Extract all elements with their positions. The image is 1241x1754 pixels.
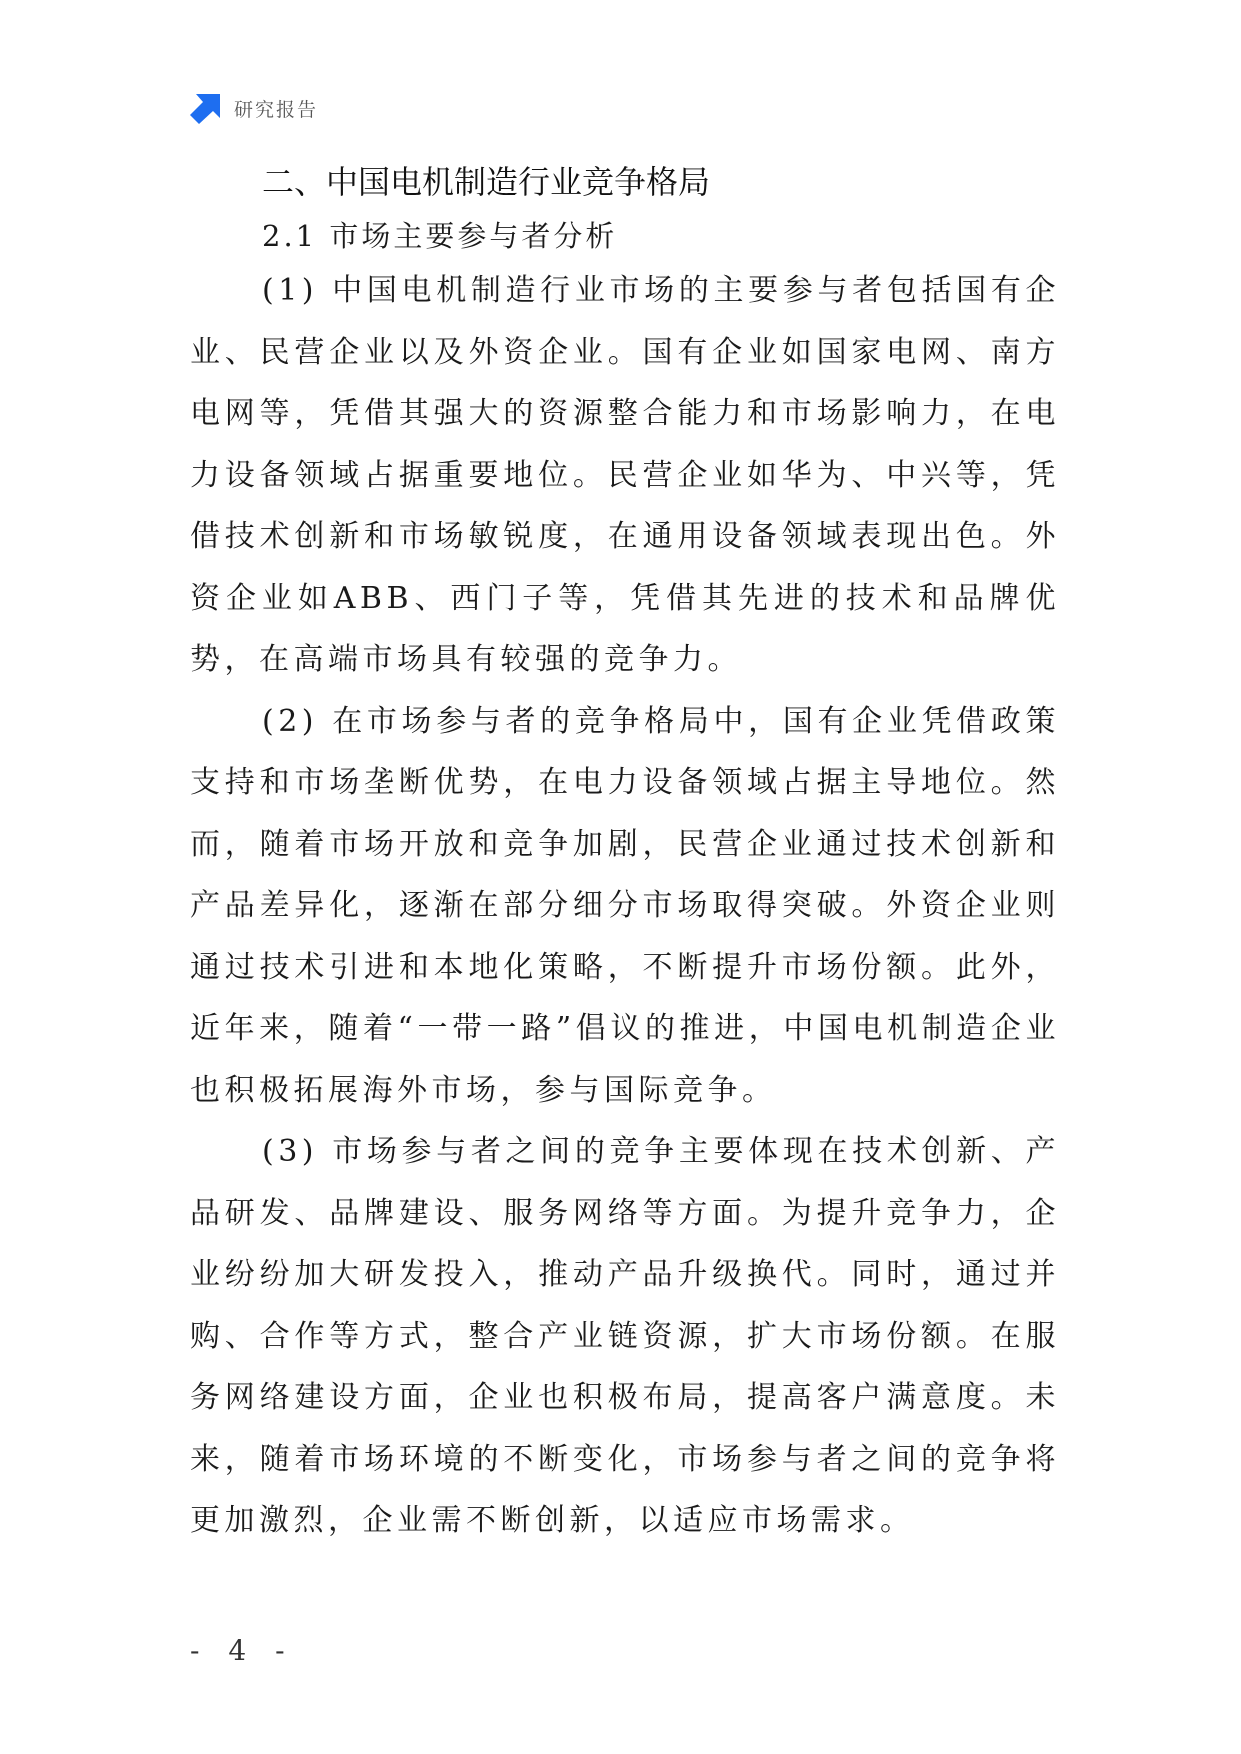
paragraph-1: (1) 中国电机制造行业市场的主要参与者包括国有企业、民营企业以及外资企业。国有企业如国家电网、南方电网等，凭借其强大的资源整合能力和市场影响力，在电力设备领域占据重要地位。民营企业如华为、中兴等，凭借技术创新和市场敏锐度，在通用设备领域表现出色。外资企业如ABB、西门子等，凭借其先进的技术和品牌优势，在高端市场具有较强的竞争力。	[190, 273, 1060, 677]
document-body	[190, 160, 1060, 1552]
page-number: - 4 -	[190, 1634, 295, 1667]
subsection-title: 2.1 市场主要参与者分析	[262, 219, 618, 253]
paragraph-3: (3) 市场参与者之间的竞争主要体现在技术创新、产品研发、品牌建设、服务网络等方面。为提升竞争力，企业纷纷加大研发投入，推动产品升级换代。同时，通过并购、合作等方式，整合产业链资源，扩大市场份额。在服务网络建设方面，企业也积极布局，提高客户满意度。未来，随着市场环境的不断变化，市场参与者之间的竞争将更加激烈，企业需不断创新，以适应市场需求。	[190, 1134, 1060, 1538]
section-title: 二、中国电机制造行业竞争格局	[262, 163, 711, 201]
header-label: 研究报告	[234, 98, 319, 121]
report-header	[190, 92, 318, 124]
paragraph-2: (2) 在市场参与者的竞争格局中，国有企业凭借政策支持和市场垄断优势，在电力设备领域占据主导地位。然而，随着市场开放和竞争加剧，民营企业通过技术创新和产品差异化，逐渐在部分细分市场取得突破。外资企业则通过技术引进和本地化策略，不断提升市场份额。此外，近年来，随着“一带一路”倡议的推进，中国电机制造企业也积极拓展海外市场，参与国际竞争。	[190, 703, 1060, 1108]
arrow-up-right-icon	[190, 92, 222, 124]
